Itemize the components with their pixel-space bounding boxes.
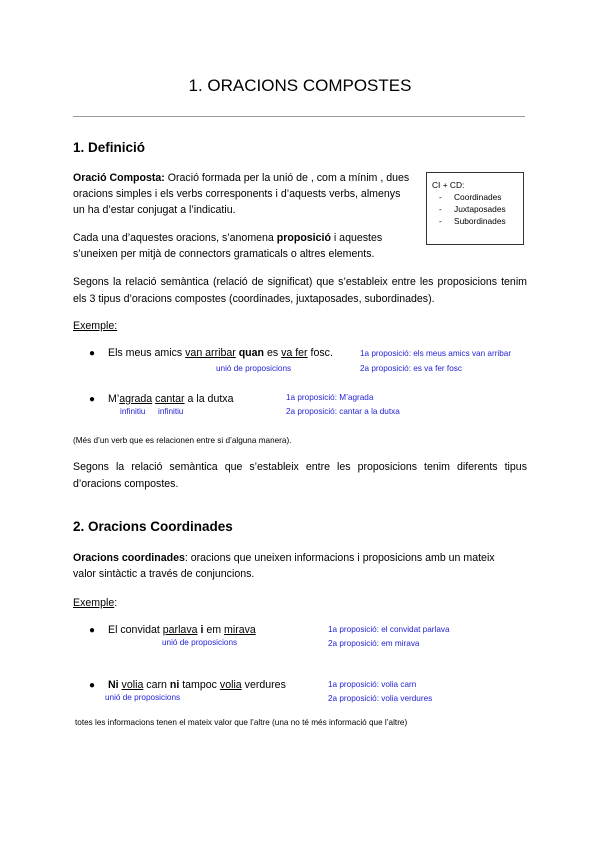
- infinitive-label: infinitiu: [158, 407, 184, 416]
- example-sentence-2: M’agrada cantar a la dutxa: [108, 393, 234, 405]
- proposition-2: 2a proposició: volia verdures: [328, 694, 433, 703]
- box-item: - Subordinades: [439, 216, 506, 226]
- paragraph-tipus: Segons la relació semàntica que s’estableix entre les proposicions tenim diferents tipus d’oracions compostes.: [73, 461, 527, 490]
- section-heading-coordinades: 2. Oracions Coordinades: [73, 519, 233, 534]
- example-label: Exemple:: [73, 597, 118, 609]
- proposition-1: 1a proposició: volia carn: [328, 680, 417, 689]
- note-mateix-valor: totes les informacions tenen el mateix valor que l’altre (una no té més informació que l’altre): [75, 718, 408, 727]
- coord-example-sentence-1: El convidat parlava i em mirava: [108, 624, 256, 636]
- coord-definition-term: Oracions coordinades: [73, 552, 185, 564]
- definition-line-1: [73, 170, 409, 187]
- coord-example-sentence-2: Ni volia carn ni tampoc volia verdures: [108, 679, 286, 691]
- example-label: Exemple:: [73, 320, 118, 332]
- page-title: 1. ORACIONS COMPOSTES: [188, 76, 412, 95]
- coord-definition-line-1: Oracions coordinades: oracions que uneixen informacions i proposicions amb un mateix: [73, 552, 495, 564]
- proposition-2: 2a proposició: em mirava: [328, 639, 420, 648]
- paragraph-relacio-semantica: Segons la relació semàntica (relació de significat) que s’estableix entre les proposicions tenim els 3 tipus d’oracions compostes (coordinades, juxtaposades, subordinades).: [73, 276, 527, 305]
- proposition-2: 2a proposició: es va fer fosc: [360, 364, 462, 373]
- coord-definition-line-2: valor sintàctic a través de conjuncions.: [73, 568, 255, 580]
- box-item: - Juxtaposades: [439, 204, 506, 214]
- definition-line-2: oracions simples i els verbs corresponents i d’aquests verbs, almenys: [73, 188, 401, 200]
- proposition-2: 2a proposició: cantar a la dutxa: [286, 407, 400, 416]
- note-mes-dun-verb: (Més d’un verb que es relacionen entre si d’alguna manera).: [73, 436, 292, 445]
- definition-text: Oració formada per la unió de , com a mínim , dues: [164, 172, 410, 184]
- proposition-1: 1a proposició: els meus amics van arribar: [360, 349, 512, 358]
- bullet: ●: [89, 348, 96, 359]
- summary-box: [426, 172, 524, 245]
- union-note: unió de proposicions: [216, 364, 292, 373]
- term-proposicio: proposició: [276, 232, 331, 244]
- example-sentence-1: Els meus amics van arribar quan es va fer fosc.: [108, 347, 333, 359]
- paragraph-proposicio: Cada una d’aquestes oracions, s’anomena proposició i aquestes: [73, 232, 383, 244]
- bullet: ●: [89, 394, 96, 405]
- box-item: - Coordinades: [439, 192, 502, 202]
- bullet: ●: [89, 680, 96, 691]
- definition-line-3: un ha d’estar conjugat a l’indicatiu.: [73, 204, 236, 216]
- proposition-1: 1a proposició: M’agrada: [286, 393, 374, 402]
- infinitive-label: infinitiu: [120, 407, 146, 416]
- box-title: CI + CD:: [432, 180, 465, 190]
- title-divider: [73, 116, 525, 117]
- paragraph-proposicio-line-2: s’uneixen per mitjà de connectors gramaticals o altres elements.: [73, 248, 375, 260]
- proposition-1: 1a proposició: el convidat parlava: [328, 625, 450, 634]
- bullet: ●: [89, 625, 96, 636]
- union-note: unió de proposicions: [162, 638, 238, 647]
- definition-term: Oració Composta:: [73, 172, 165, 184]
- section-heading-definicio: 1. Definició: [73, 140, 146, 155]
- union-note: unió de proposicions: [105, 693, 181, 702]
